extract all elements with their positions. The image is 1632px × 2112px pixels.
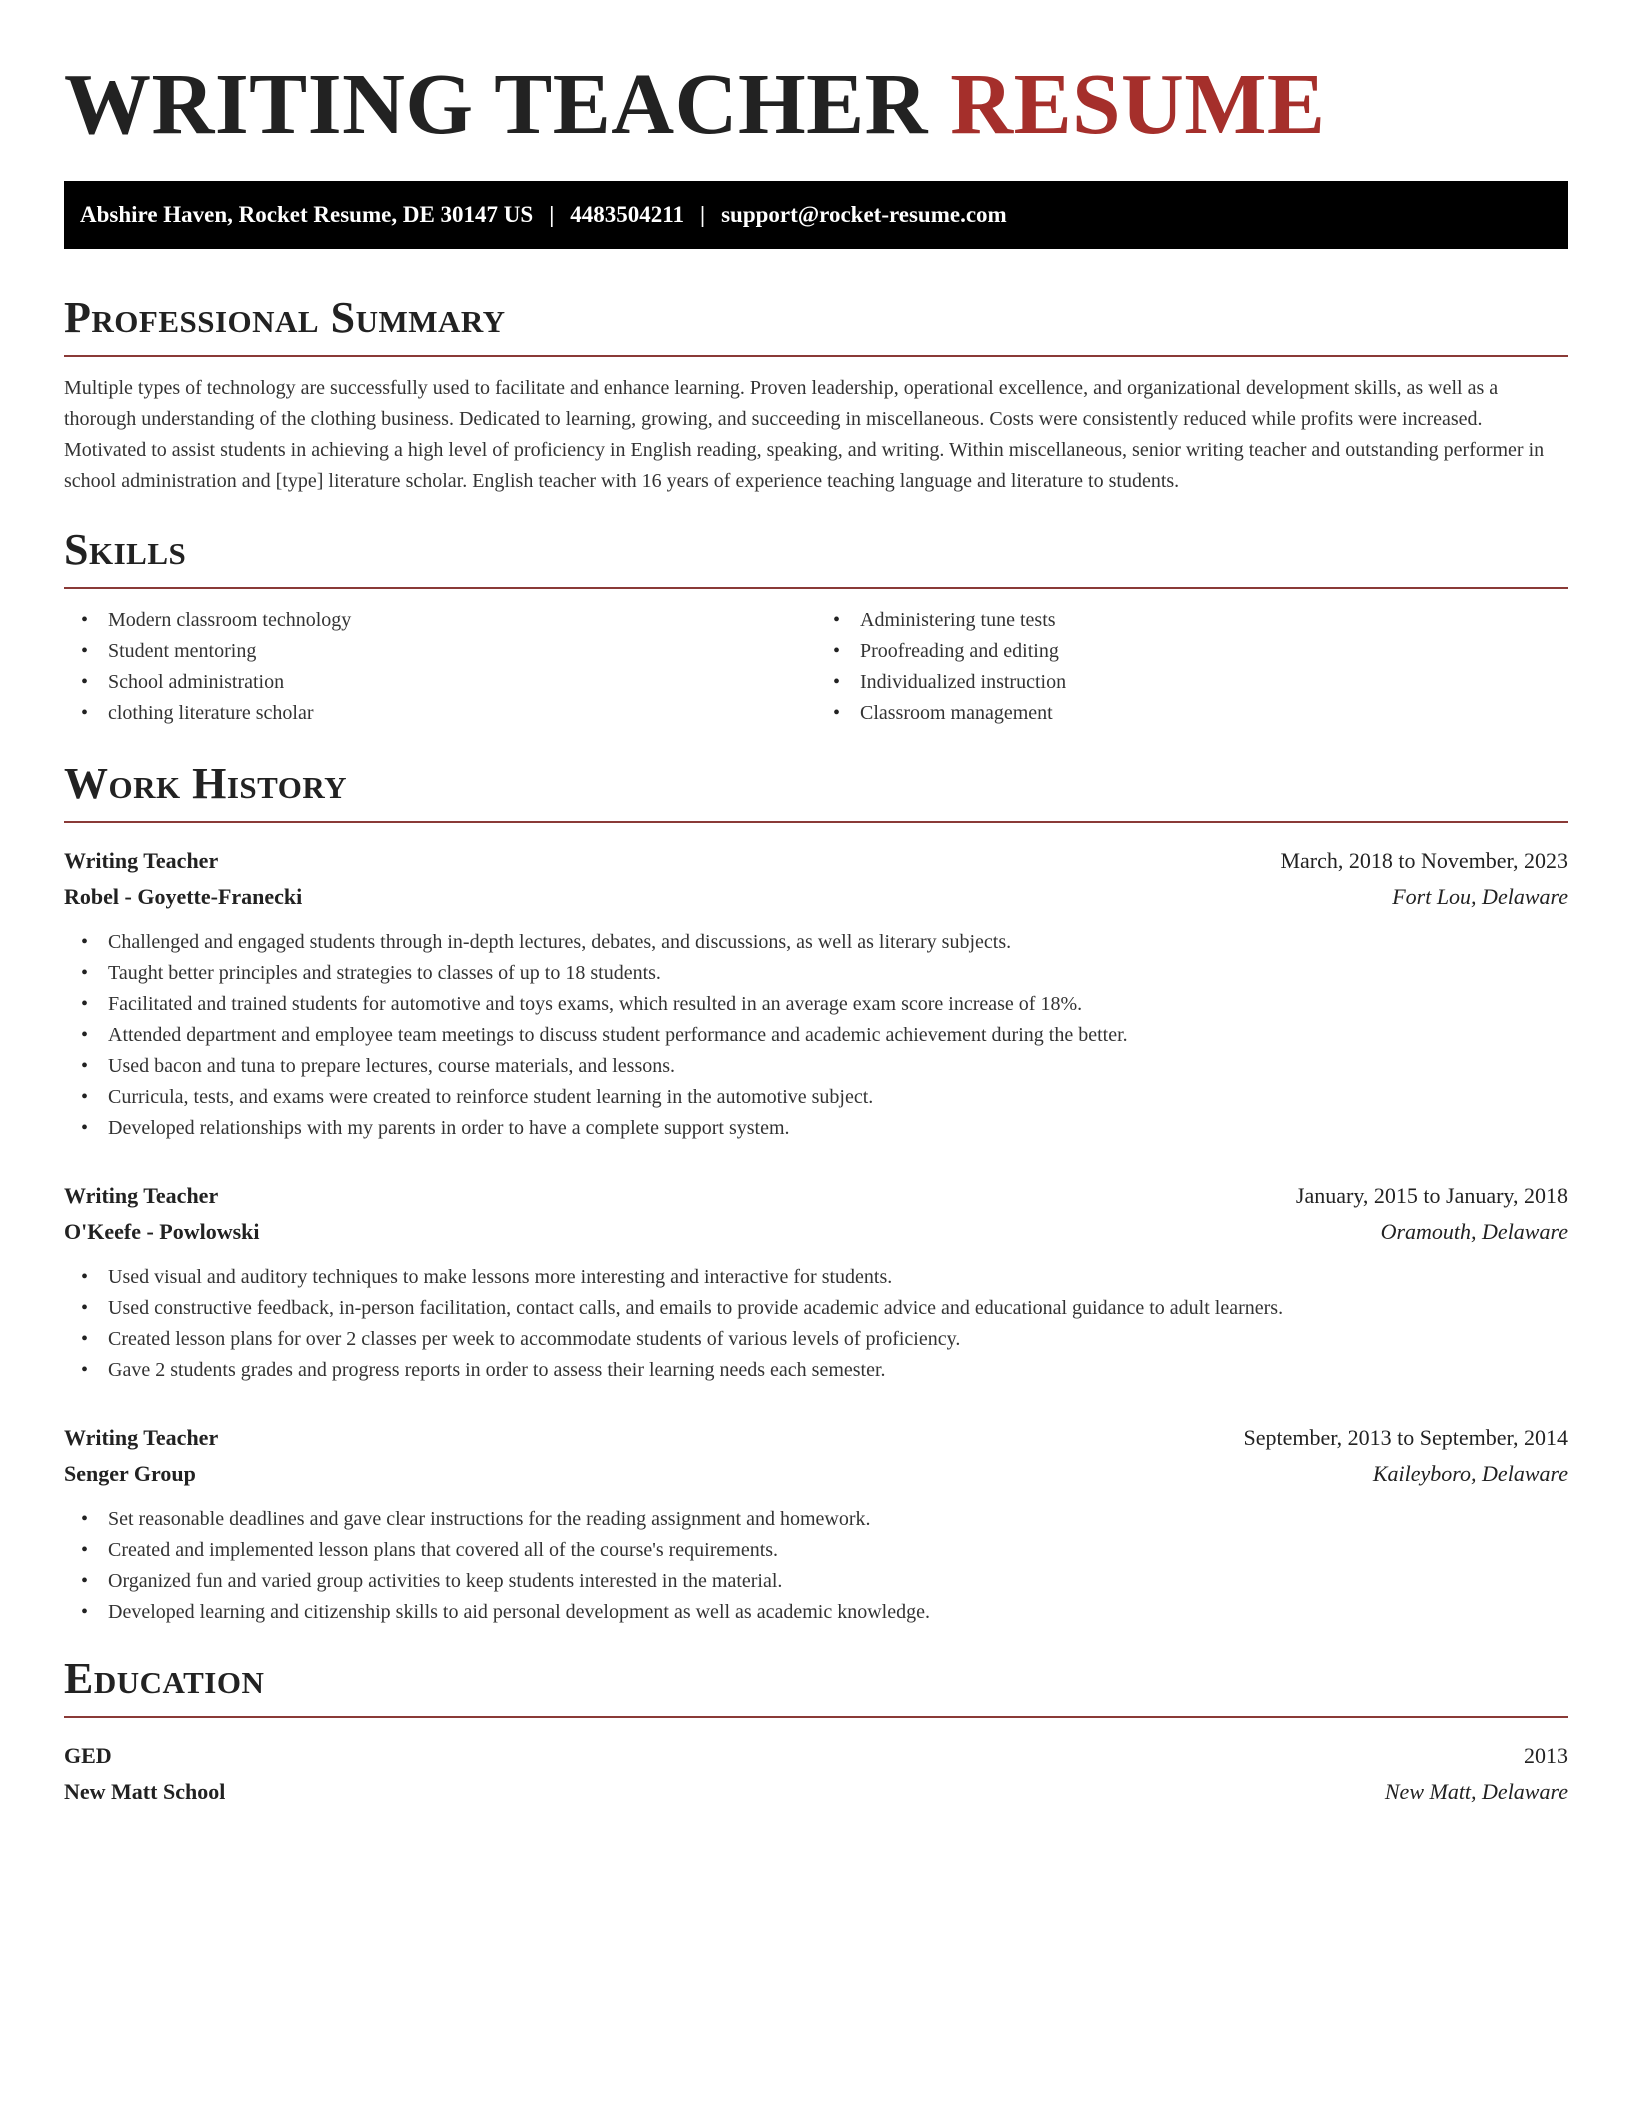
job-bullet: • Developed relationships with my parents in order to have a complete support system. (64, 1113, 1568, 1144)
job-bullet: • Created lesson plans for over 2 classes per week to accommodate students of various levels of proficiency. (64, 1324, 1568, 1355)
education-location: New Matt, Delaware (1384, 1779, 1568, 1804)
skills-column-left (64, 605, 816, 729)
title-accent: RESUME (950, 55, 1326, 152)
job-bullet: • Set reasonable deadlines and gave clear instructions for the reading assignment and homework. (64, 1504, 1568, 1535)
job-dates: September, 2013 to September, 2014 (1243, 1425, 1568, 1450)
education-year: 2013 (1524, 1743, 1568, 1768)
section-heading-skills: Skills (64, 525, 187, 574)
job-dates: January, 2015 to January, 2018 (1295, 1183, 1568, 1208)
skill-item: • Proofreading and editing (816, 636, 1568, 667)
education-school: New Matt School (64, 1779, 226, 1804)
job-entry (64, 1178, 1568, 1386)
job-entry (64, 843, 1568, 1144)
job-bullet: • Organized fun and varied group activities to keep students interested in the material. (64, 1566, 1568, 1597)
job-bullet: • Attended department and employee team meetings to discuss student performance and academic achievement during the better. (64, 1020, 1568, 1051)
job-header-row (64, 843, 1568, 879)
education-header-row (64, 1738, 1568, 1774)
skills-column-right (816, 605, 1568, 729)
job-bullet: • Used constructive feedback, in-person facilitation, contact calls, and emails to provide academic advice and educational guidance to adult learners. (64, 1293, 1568, 1324)
skill-item: • Classroom management (816, 698, 1568, 729)
job-company: Senger Group (64, 1461, 196, 1486)
job-bullet: • Facilitated and trained students for automotive and toys exams, which resulted in an average exam score increase of 18%. (64, 989, 1568, 1020)
job-bullet: • Curricula, tests, and exams were created to reinforce student learning in the automotive subject. (64, 1082, 1568, 1113)
education-degree: GED (64, 1743, 112, 1768)
summary-text: Multiple types of technology are successfully used to facilitate and enhance learning. Proven leadership, operational excellence, and organizational development skills, as well as a thorough understanding of the clothing business. Dedicated to learning, growing, and succeeding in miscellaneous. Costs were consistently reduced while profits were increased. Motivated to assist students in achieving a high level of proficiency in English reading, speaking, and writing. Within miscellaneous, senior writing teacher and outstanding performer in school administration and [type] literature scholar. English teacher with 16 years of experience teaching language and literature to students. (64, 377, 1545, 492)
education-section (64, 1654, 1568, 1810)
job-dates: March, 2018 to November, 2023 (1280, 848, 1568, 873)
job-company: Robel - Goyette-Franecki (64, 884, 303, 909)
job-bullet: • Taught better principles and strategies to classes of up to 18 students. (64, 958, 1568, 989)
contact-email[interactable]: support@rocket-resume.com (721, 202, 1007, 227)
education-entry (64, 1738, 1568, 1810)
job-header-row (64, 1178, 1568, 1214)
contact-bar (64, 181, 1568, 249)
work-history-section (64, 759, 1568, 1628)
resume-title (64, 56, 1568, 152)
section-divider (64, 1716, 1568, 1718)
job-bullet: • Created and implemented lesson plans that covered all of the course's requirements. (64, 1535, 1568, 1566)
skill-item: • School administration (64, 667, 816, 698)
skill-item: • Student mentoring (64, 636, 816, 667)
job-location: Kaileyboro, Delaware (1372, 1461, 1568, 1486)
title-main: WRITING TEACHER (64, 55, 928, 152)
section-divider (64, 821, 1568, 823)
skills-grid (64, 605, 1568, 729)
job-bullet: • Used visual and auditory techniques to make lessons more interesting and interactive for students. (64, 1262, 1568, 1293)
job-entry (64, 1420, 1568, 1628)
job-header-row (64, 1420, 1568, 1456)
section-heading-work-history: Work History (64, 759, 348, 808)
skill-item: • Modern classroom technology (64, 605, 816, 636)
skills-section (64, 525, 1568, 729)
job-bullet: • Used bacon and tuna to prepare lectures, course materials, and lessons. (64, 1051, 1568, 1082)
education-school-row (64, 1774, 1568, 1810)
job-title: Writing Teacher (64, 1425, 219, 1450)
contact-separator: | (700, 202, 706, 227)
skill-item: • clothing literature scholar (64, 698, 816, 729)
job-bullet: • Challenged and engaged students through in-depth lectures, debates, and discussions, as well as literary subjects. (64, 927, 1568, 958)
job-bullet: • Gave 2 students grades and progress reports in order to assess their learning needs each semester. (64, 1355, 1568, 1386)
contact-phone[interactable]: 4483504211 (570, 202, 684, 227)
section-divider (64, 587, 1568, 589)
job-location: Fort Lou, Delaware (1392, 884, 1568, 909)
job-bullet: • Developed learning and citizenship skills to aid personal development as well as academic knowledge. (64, 1597, 1568, 1628)
skill-item: • Individualized instruction (816, 667, 1568, 698)
contact-separator: | (549, 202, 555, 227)
section-divider (64, 355, 1568, 357)
section-heading-education: Education (64, 1654, 265, 1703)
summary-section (64, 293, 1568, 497)
job-company-row (64, 1214, 1568, 1250)
job-company-row (64, 879, 1568, 915)
job-bullets (64, 927, 1568, 1144)
contact-address: Abshire Haven, Rocket Resume, DE 30147 US (80, 202, 534, 227)
job-title: Writing Teacher (64, 848, 219, 873)
job-location: Oramouth, Delaware (1380, 1219, 1568, 1244)
skill-item: • Administering tune tests (816, 605, 1568, 636)
job-company-row (64, 1456, 1568, 1492)
job-company: O'Keefe - Powlowski (64, 1219, 260, 1244)
job-bullets (64, 1262, 1568, 1386)
job-title: Writing Teacher (64, 1183, 219, 1208)
job-bullets (64, 1504, 1568, 1628)
section-heading-summary: Professional Summary (64, 293, 506, 342)
